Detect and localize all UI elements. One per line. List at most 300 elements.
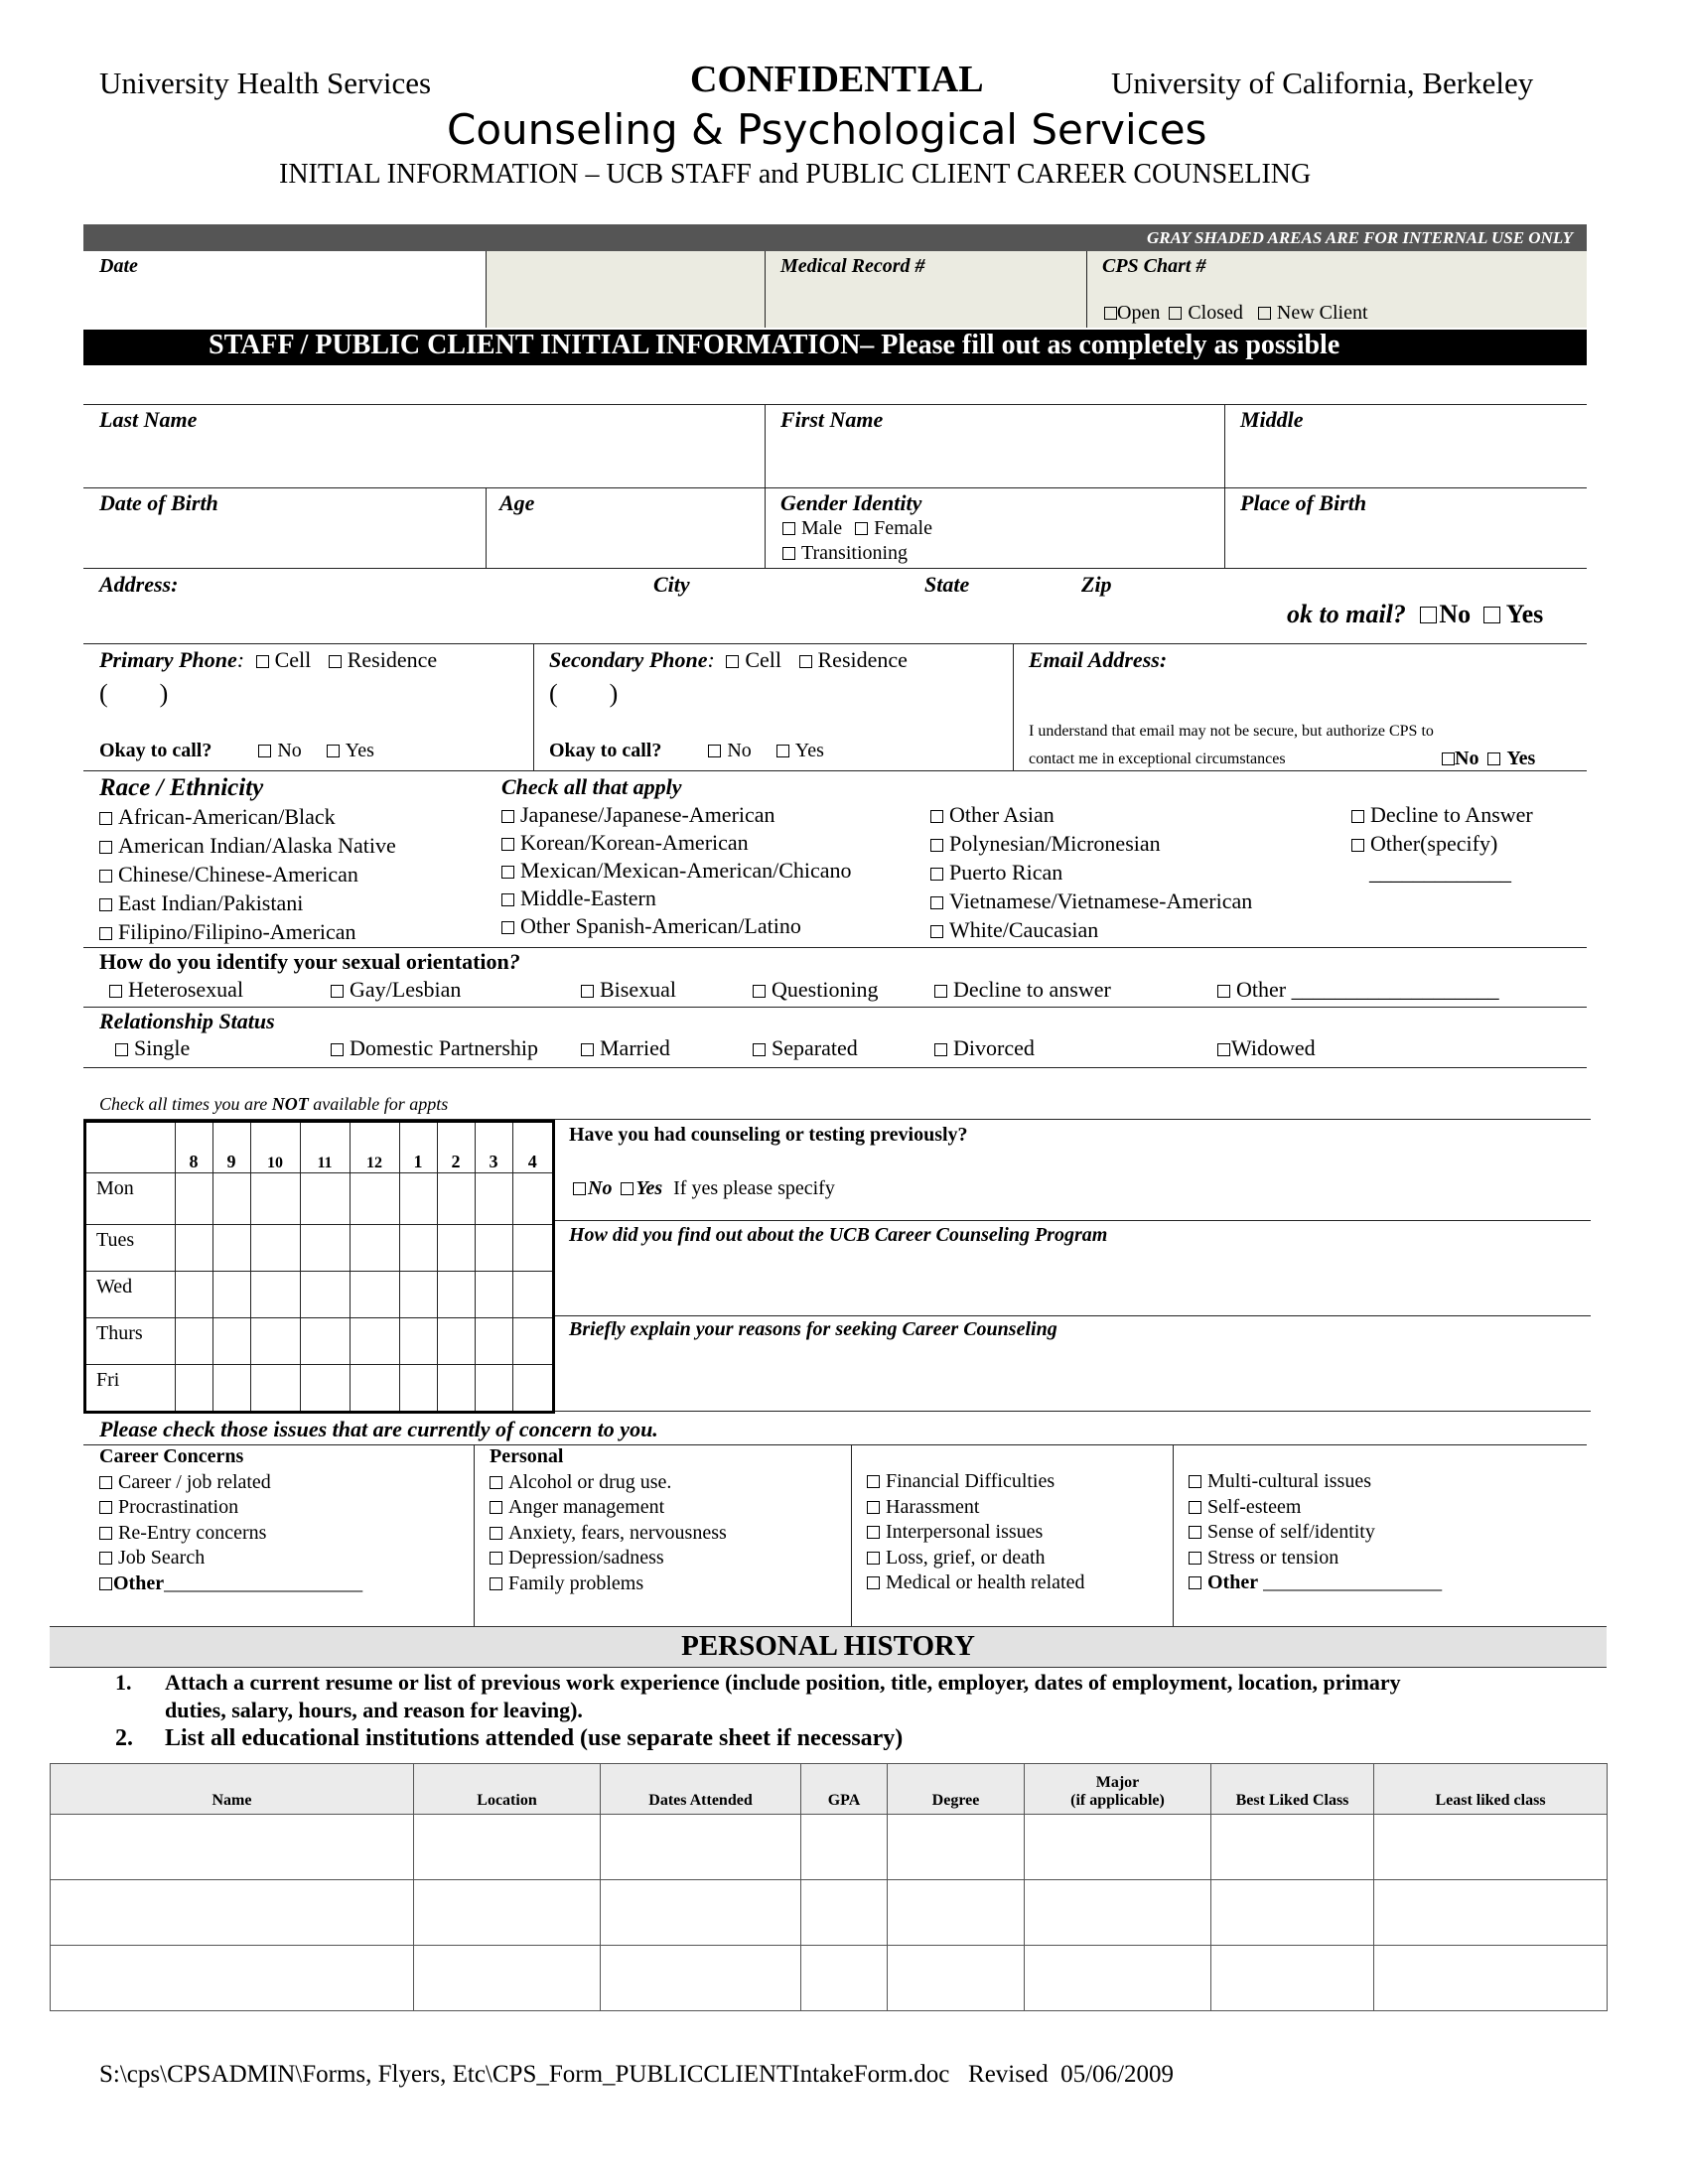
time-slot[interactable] bbox=[399, 1224, 437, 1271]
availability-note-post: available for appts bbox=[308, 1094, 449, 1114]
race-option: African-American/Black bbox=[118, 804, 336, 829]
issue-checkbox[interactable] bbox=[490, 1577, 502, 1590]
time-slot[interactable] bbox=[475, 1172, 512, 1224]
table-cell[interactable] bbox=[1025, 1880, 1211, 1946]
orientation-option: Heterosexual bbox=[128, 977, 244, 1002]
orientation-option: Decline to answer bbox=[953, 977, 1111, 1002]
issue-checkbox[interactable] bbox=[867, 1552, 880, 1565]
race-checkbox[interactable] bbox=[501, 866, 514, 879]
column-header: Best Liked Class bbox=[1211, 1764, 1374, 1815]
issue-label: Anxiety, fears, nervousness bbox=[508, 1521, 727, 1544]
table-row bbox=[51, 1880, 1608, 1946]
mail-no-checkbox[interactable] bbox=[1420, 607, 1437, 623]
race-checkbox[interactable] bbox=[501, 893, 514, 906]
personal-concerns bbox=[490, 1444, 727, 1596]
issue-label: Procrastination bbox=[118, 1496, 239, 1518]
date-label: Date bbox=[99, 255, 138, 277]
career-concerns-title: Career Concerns bbox=[99, 1445, 244, 1467]
open-checkbox[interactable] bbox=[1104, 307, 1117, 320]
confidential-label: CONFIDENTIAL bbox=[690, 59, 984, 100]
availability-note-pre: Check all times you are bbox=[99, 1094, 272, 1114]
issue-label: Alcohol or drug use. bbox=[508, 1470, 672, 1493]
relationship-title: Relationship Status bbox=[99, 1009, 275, 1033]
race-checkbox[interactable] bbox=[99, 927, 112, 940]
issue-checkbox[interactable] bbox=[867, 1501, 880, 1514]
secondary-residence-checkbox[interactable] bbox=[799, 655, 812, 668]
race-specify-line[interactable]: _____________ bbox=[1369, 860, 1511, 885]
time-slot[interactable] bbox=[250, 1364, 300, 1411]
day-label: Tues bbox=[86, 1224, 175, 1271]
race-checkbox[interactable] bbox=[930, 810, 943, 823]
table-cell[interactable] bbox=[601, 1815, 801, 1880]
race-option: Other(specify) bbox=[1370, 831, 1498, 856]
column-header: Dates Attended bbox=[601, 1764, 801, 1815]
availability-row bbox=[86, 1172, 552, 1224]
major-sublabel: (if applicable) bbox=[1070, 1792, 1165, 1809]
hour-header: 8 bbox=[175, 1123, 212, 1172]
closed-checkbox[interactable] bbox=[1169, 307, 1182, 320]
primary-cell-checkbox[interactable] bbox=[256, 655, 269, 668]
date-cell[interactable] bbox=[83, 251, 486, 328]
issue-label: Interpersonal issues bbox=[886, 1521, 1044, 1543]
time-slot[interactable] bbox=[300, 1317, 350, 1364]
header-right: University of California, Berkeley bbox=[1111, 66, 1534, 100]
table-cell[interactable] bbox=[1211, 1880, 1374, 1946]
history-item-2: List all educational institutions attended (use separate sheet if necessary) bbox=[165, 1725, 904, 1751]
issues-col-4 bbox=[1189, 1469, 1442, 1596]
email-no-label: No bbox=[1455, 748, 1479, 769]
transitioning-label: Transitioning bbox=[801, 542, 909, 564]
email-consent bbox=[1442, 748, 1535, 770]
issue-checkbox[interactable] bbox=[867, 1526, 880, 1539]
time-slot[interactable] bbox=[300, 1172, 350, 1224]
issue-checkbox[interactable] bbox=[1189, 1475, 1201, 1488]
orientation-qmark: ? bbox=[508, 949, 520, 974]
email-label: Email Address: bbox=[1029, 647, 1168, 672]
race-checkbox[interactable] bbox=[930, 839, 943, 852]
female-checkbox[interactable] bbox=[855, 522, 868, 535]
secondary-area-code[interactable]: ( ) bbox=[549, 679, 619, 708]
table-cell[interactable] bbox=[888, 1815, 1025, 1880]
table-cell[interactable] bbox=[1211, 1815, 1374, 1880]
section-bar-text: STAFF / PUBLIC CLIENT INITIAL INFORMATION– Please fill out as completely as possible bbox=[209, 330, 1340, 360]
mail-yes-checkbox[interactable] bbox=[1483, 607, 1500, 623]
hour-header: 12 bbox=[350, 1123, 399, 1172]
chart-status-options bbox=[1104, 302, 1368, 325]
issue-checkbox[interactable] bbox=[1189, 1576, 1201, 1589]
orientation-checkbox[interactable] bbox=[753, 985, 766, 998]
state-label: State bbox=[924, 572, 970, 597]
issue-checkbox[interactable] bbox=[99, 1552, 112, 1565]
time-slot[interactable] bbox=[512, 1271, 552, 1317]
time-slot[interactable] bbox=[250, 1172, 300, 1224]
time-slot[interactable] bbox=[437, 1317, 475, 1364]
time-slot[interactable] bbox=[399, 1172, 437, 1224]
column-header: GPA bbox=[801, 1764, 888, 1815]
time-slot[interactable] bbox=[350, 1317, 399, 1364]
race-option: Japanese/Japanese-American bbox=[520, 802, 775, 827]
race-option: Other Asian bbox=[949, 802, 1055, 827]
new-client-checkbox[interactable] bbox=[1258, 307, 1271, 320]
availability-row bbox=[86, 1271, 552, 1317]
table-cell[interactable] bbox=[1025, 1946, 1211, 2011]
time-slot[interactable] bbox=[350, 1172, 399, 1224]
issue-label: Re-Entry concerns bbox=[118, 1521, 267, 1544]
orientation-question bbox=[99, 949, 520, 975]
issue-checkbox[interactable] bbox=[99, 1527, 112, 1540]
time-slot[interactable] bbox=[350, 1224, 399, 1271]
availability-row bbox=[86, 1364, 552, 1411]
history-item-1-number: 1. bbox=[115, 1670, 132, 1695]
issue-checkbox[interactable] bbox=[99, 1501, 112, 1514]
time-slot[interactable] bbox=[475, 1224, 512, 1271]
middle-label: Middle bbox=[1240, 407, 1304, 432]
transitioning-option bbox=[782, 542, 908, 565]
issue-label: Stress or tension bbox=[1207, 1546, 1339, 1569]
time-slot[interactable] bbox=[175, 1172, 212, 1224]
prev-counseling-question: Have you had counseling or testing previously? bbox=[569, 1124, 968, 1146]
time-slot[interactable] bbox=[175, 1317, 212, 1364]
day-label: Mon bbox=[86, 1172, 175, 1224]
table-cell[interactable] bbox=[888, 1880, 1025, 1946]
city-label: City bbox=[653, 572, 690, 597]
race-checkbox[interactable] bbox=[1351, 839, 1364, 852]
orientation-checkbox[interactable] bbox=[934, 985, 947, 998]
relationship-checkbox[interactable] bbox=[331, 1043, 344, 1056]
hour-header: 1 bbox=[399, 1123, 437, 1172]
issue-label: Harassment bbox=[886, 1495, 980, 1518]
time-slot[interactable] bbox=[437, 1364, 475, 1411]
relationship-option: Single bbox=[134, 1035, 191, 1060]
issues-col-3 bbox=[867, 1469, 1084, 1596]
time-slot[interactable] bbox=[350, 1364, 399, 1411]
race-checkbox[interactable] bbox=[501, 921, 514, 934]
orientation-checkbox[interactable] bbox=[109, 985, 122, 998]
history-item-1-line-2: duties, salary, hours, and reason for leaving). bbox=[165, 1698, 583, 1722]
race-option: Middle-Eastern bbox=[520, 886, 656, 910]
orientation-checkbox[interactable] bbox=[1217, 985, 1230, 998]
relationship-checkbox[interactable] bbox=[1217, 1043, 1230, 1056]
time-slot[interactable] bbox=[399, 1271, 437, 1317]
time-slot[interactable] bbox=[437, 1172, 475, 1224]
primary-call-yes-checkbox[interactable] bbox=[327, 745, 340, 757]
personal-history-bar bbox=[50, 1626, 1607, 1668]
female-label: Female bbox=[874, 517, 932, 539]
primary-okay-to-call bbox=[99, 740, 374, 762]
email-note-1: I understand that email may not be secure, but authorize CPS to bbox=[1029, 723, 1434, 740]
education-table bbox=[50, 1763, 1608, 2011]
email-yes-checkbox[interactable] bbox=[1487, 752, 1500, 765]
medical-record-label: Medical Record # bbox=[780, 255, 925, 277]
day-label: Thurs bbox=[86, 1317, 175, 1364]
footer-path: S:\cps\CPSADMIN\Forms, Flyers, Etc\CPS_Form_PUBLICCLIENTIntakeForm.doc Revised 05/06/2009 bbox=[99, 2061, 1174, 2088]
internal-banner-text: GRAY SHADED AREAS ARE FOR INTERNAL USE ONLY bbox=[1146, 228, 1573, 247]
race-option: Filipino/Filipino-American bbox=[118, 919, 356, 944]
orientation-checkbox[interactable] bbox=[581, 985, 594, 998]
prev-yes-checkbox[interactable] bbox=[621, 1182, 633, 1195]
time-slot[interactable] bbox=[300, 1271, 350, 1317]
history-item-2-number: 2. bbox=[115, 1725, 133, 1751]
issue-label: Career / job related bbox=[118, 1470, 271, 1493]
male-checkbox[interactable] bbox=[782, 522, 795, 535]
table-row bbox=[51, 1946, 1608, 2011]
orientation-checkbox[interactable] bbox=[331, 985, 344, 998]
secondary-cell-checkbox[interactable] bbox=[726, 655, 739, 668]
time-slot[interactable] bbox=[437, 1271, 475, 1317]
time-slot[interactable] bbox=[512, 1317, 552, 1364]
relationship-checkbox[interactable] bbox=[753, 1043, 766, 1056]
race-option: East Indian/Pakistani bbox=[118, 890, 304, 915]
age-label: Age bbox=[499, 490, 535, 515]
ok-to-mail-label: ok to mail? bbox=[1287, 600, 1406, 628]
column-header: Location bbox=[414, 1764, 601, 1815]
time-slot[interactable] bbox=[212, 1172, 250, 1224]
time-slot[interactable] bbox=[212, 1271, 250, 1317]
page-title: Counseling & Psychological Services bbox=[447, 105, 1207, 154]
major-label: Major bbox=[1095, 1774, 1140, 1791]
issue-label: Self-esteem bbox=[1207, 1495, 1302, 1518]
relationship-option: Separated bbox=[772, 1035, 858, 1060]
table-cell[interactable] bbox=[801, 1815, 888, 1880]
issue-checkbox[interactable] bbox=[867, 1576, 880, 1589]
race-option: American Indian/Alaska Native bbox=[118, 833, 396, 858]
time-slot[interactable] bbox=[212, 1317, 250, 1364]
availability-row bbox=[86, 1224, 552, 1271]
race-checkbox[interactable] bbox=[930, 925, 943, 938]
table-cell[interactable] bbox=[51, 1815, 414, 1880]
secondary-call-yes-checkbox[interactable] bbox=[776, 745, 789, 757]
time-slot[interactable] bbox=[512, 1172, 552, 1224]
secondary-phone-label: Secondary Phone bbox=[549, 647, 708, 672]
race-checkbox[interactable] bbox=[99, 898, 112, 911]
grid-corner bbox=[86, 1123, 175, 1172]
time-slot[interactable] bbox=[475, 1271, 512, 1317]
time-slot[interactable] bbox=[437, 1224, 475, 1271]
availability-note-not: NOT bbox=[271, 1094, 309, 1114]
orientation-option: Gay/Lesbian bbox=[350, 977, 462, 1002]
time-slot[interactable] bbox=[512, 1224, 552, 1271]
personal-history-title: PERSONAL HISTORY bbox=[681, 1630, 975, 1662]
zip-label: Zip bbox=[1081, 572, 1112, 597]
issue-other-line[interactable]: __________________ bbox=[1263, 1571, 1443, 1593]
race-checkbox[interactable] bbox=[930, 896, 943, 909]
table-row bbox=[51, 1815, 1608, 1880]
time-slot[interactable] bbox=[350, 1271, 399, 1317]
secondary-okay-label: Okay to call? bbox=[549, 740, 662, 761]
table-cell[interactable] bbox=[414, 1946, 601, 2011]
issue-checkbox[interactable] bbox=[490, 1501, 502, 1514]
page-subtitle: INITIAL INFORMATION – UCB STAFF and PUBLIC CLIENT CAREER COUNSELING bbox=[279, 159, 1312, 190]
primary-area-code[interactable]: ( ) bbox=[99, 679, 169, 708]
race-checkbox[interactable] bbox=[501, 838, 514, 851]
new-client-label: New Client bbox=[1276, 302, 1368, 324]
relationship-checkbox[interactable] bbox=[115, 1043, 128, 1056]
prev-no-label: No bbox=[588, 1177, 613, 1199]
availability-grid bbox=[83, 1120, 555, 1414]
hour-header: 9 bbox=[212, 1123, 250, 1172]
table-cell[interactable] bbox=[51, 1946, 414, 2011]
time-slot[interactable] bbox=[250, 1224, 300, 1271]
issue-checkbox[interactable] bbox=[1189, 1552, 1201, 1565]
time-slot[interactable] bbox=[212, 1364, 250, 1411]
primary-phone-label: Primary Phone bbox=[99, 647, 237, 672]
column-header: Degree bbox=[888, 1764, 1025, 1815]
hour-header: 4 bbox=[512, 1123, 552, 1172]
issue-checkbox[interactable] bbox=[99, 1577, 112, 1590]
header-left: University Health Services bbox=[99, 66, 432, 100]
time-slot[interactable] bbox=[175, 1224, 212, 1271]
table-cell[interactable] bbox=[801, 1946, 888, 2011]
check-all-label: Check all that apply bbox=[501, 774, 682, 799]
hour-header: 11 bbox=[300, 1123, 350, 1172]
issue-label: Medical or health related bbox=[886, 1571, 1085, 1593]
time-slot[interactable] bbox=[212, 1224, 250, 1271]
issue-checkbox[interactable] bbox=[1189, 1526, 1201, 1539]
orientation-option: Other ___________________ bbox=[1236, 977, 1499, 1002]
orientation-option: Bisexual bbox=[600, 977, 676, 1002]
table-cell[interactable] bbox=[601, 1946, 801, 2011]
issue-checkbox[interactable] bbox=[867, 1475, 880, 1488]
issue-label: Loss, grief, or death bbox=[886, 1546, 1046, 1569]
gender-label: Gender Identity bbox=[780, 490, 922, 515]
primary-cell-label: Cell bbox=[274, 647, 312, 672]
time-slot[interactable] bbox=[175, 1364, 212, 1411]
table-cell[interactable] bbox=[601, 1880, 801, 1946]
issue-other-label: Other bbox=[1207, 1571, 1259, 1593]
education-header-row bbox=[51, 1764, 1608, 1815]
availability-note bbox=[99, 1094, 448, 1115]
issue-label: Sense of self/identity bbox=[1207, 1521, 1375, 1543]
primary-phone-row bbox=[99, 647, 437, 673]
time-slot[interactable] bbox=[250, 1317, 300, 1364]
time-slot[interactable] bbox=[175, 1271, 212, 1317]
race-checkbox[interactable] bbox=[930, 868, 943, 881]
primary-call-yes-label: Yes bbox=[345, 740, 374, 761]
table-cell[interactable] bbox=[51, 1880, 414, 1946]
secondary-cell-label: Cell bbox=[745, 647, 781, 672]
hour-header: 10 bbox=[250, 1123, 300, 1172]
table-cell[interactable] bbox=[414, 1815, 601, 1880]
issue-other-line[interactable]: ____________________ bbox=[164, 1571, 363, 1594]
issue-other-label: Other bbox=[113, 1571, 165, 1594]
time-slot[interactable] bbox=[512, 1364, 552, 1411]
table-cell[interactable] bbox=[414, 1880, 601, 1946]
issue-label: Anger management bbox=[508, 1496, 665, 1518]
issue-label: Multi-cultural issues bbox=[1207, 1470, 1371, 1492]
issue-checkbox[interactable] bbox=[490, 1527, 502, 1540]
table-cell[interactable] bbox=[1374, 1880, 1608, 1946]
race-option: Puerto Rican bbox=[949, 860, 1063, 885]
secondary-okay-to-call bbox=[549, 740, 824, 762]
email-yes-label: Yes bbox=[1506, 748, 1536, 769]
last-name-label: Last Name bbox=[99, 407, 198, 432]
availability-row bbox=[86, 1317, 552, 1364]
race-option: Other Spanish-American/Latino bbox=[520, 913, 801, 938]
race-option: White/Caucasian bbox=[949, 917, 1099, 942]
table-cell[interactable] bbox=[801, 1880, 888, 1946]
primary-residence-label: Residence bbox=[347, 647, 438, 672]
day-label: Fri bbox=[86, 1364, 175, 1411]
prev-counseling-answer bbox=[573, 1177, 835, 1200]
time-slot[interactable] bbox=[475, 1317, 512, 1364]
email-no-checkbox[interactable] bbox=[1442, 752, 1455, 765]
prev-specify-label: If yes please specify bbox=[673, 1177, 835, 1199]
orientation-question-text: How do you identify your sexual orientation bbox=[99, 949, 509, 974]
secondary-call-no-label: No bbox=[727, 740, 752, 761]
issue-checkbox[interactable] bbox=[1189, 1501, 1201, 1514]
race-checkbox[interactable] bbox=[99, 870, 112, 883]
relationship-checkbox[interactable] bbox=[934, 1043, 947, 1056]
time-slot[interactable] bbox=[399, 1317, 437, 1364]
reasons-question: Briefly explain your reasons for seeking Career Counseling bbox=[569, 1318, 1057, 1340]
prev-yes-label: Yes bbox=[635, 1177, 663, 1199]
availability-header-row bbox=[86, 1123, 552, 1172]
race-option: Decline to Answer bbox=[1370, 802, 1533, 827]
primary-call-no-label: No bbox=[277, 740, 302, 761]
career-concerns bbox=[99, 1444, 362, 1596]
issue-checkbox[interactable] bbox=[99, 1476, 112, 1489]
time-slot[interactable] bbox=[300, 1364, 350, 1411]
closed-label: Closed bbox=[1188, 302, 1243, 324]
table-cell[interactable] bbox=[1025, 1815, 1211, 1880]
open-label: Open bbox=[1117, 302, 1161, 324]
table-cell[interactable] bbox=[1374, 1946, 1608, 2011]
primary-residence-checkbox[interactable] bbox=[329, 655, 342, 668]
find-out-question: How did you find out about the UCB Career Counseling Program bbox=[569, 1224, 1108, 1246]
cps-chart-label: CPS Chart # bbox=[1102, 255, 1206, 277]
column-header: Name bbox=[51, 1764, 414, 1815]
race-checkbox[interactable] bbox=[99, 812, 112, 825]
secondary-colon: : bbox=[707, 647, 715, 672]
table-cell[interactable] bbox=[888, 1946, 1025, 2011]
primary-call-no-checkbox[interactable] bbox=[258, 745, 271, 757]
column-header: Least liked class bbox=[1374, 1764, 1608, 1815]
issue-label: Job Search bbox=[118, 1547, 206, 1569]
place-of-birth-label: Place of Birth bbox=[1240, 490, 1367, 515]
time-slot[interactable] bbox=[300, 1224, 350, 1271]
male-label: Male bbox=[801, 517, 843, 539]
relationship-checkbox[interactable] bbox=[581, 1043, 594, 1056]
time-slot[interactable] bbox=[250, 1271, 300, 1317]
table-cell[interactable] bbox=[1374, 1815, 1608, 1880]
race-checkbox[interactable] bbox=[1351, 810, 1364, 823]
race-option: Chinese/Chinese-American bbox=[118, 862, 358, 887]
prev-no-checkbox[interactable] bbox=[573, 1182, 586, 1195]
first-name-label: First Name bbox=[780, 407, 884, 432]
orientation-option: Questioning bbox=[772, 977, 879, 1002]
time-slot[interactable] bbox=[475, 1364, 512, 1411]
primary-colon: : bbox=[236, 647, 245, 672]
table-cell[interactable] bbox=[1211, 1946, 1374, 2011]
relationship-option: Domestic Partnership bbox=[350, 1035, 539, 1060]
mail-no-label: No bbox=[1439, 600, 1472, 628]
column-header-major bbox=[1025, 1764, 1211, 1815]
race-checkbox[interactable] bbox=[99, 841, 112, 854]
relationship-option: Widowed bbox=[1231, 1035, 1316, 1060]
address-label: Address: bbox=[99, 572, 179, 597]
secondary-call-no-checkbox[interactable] bbox=[708, 745, 721, 757]
issue-label: Financial Difficulties bbox=[886, 1470, 1055, 1492]
race-checkbox[interactable] bbox=[501, 810, 514, 823]
race-option: Vietnamese/Vietnamese-American bbox=[949, 888, 1253, 913]
issue-checkbox[interactable] bbox=[490, 1476, 502, 1489]
time-slot[interactable] bbox=[399, 1364, 437, 1411]
race-option: Korean/Korean-American bbox=[520, 830, 749, 855]
transitioning-checkbox[interactable] bbox=[782, 547, 795, 560]
issue-checkbox[interactable] bbox=[490, 1552, 502, 1565]
email-note-2: contact me in exceptional circumstances bbox=[1029, 751, 1286, 767]
hour-header: 2 bbox=[437, 1123, 475, 1172]
